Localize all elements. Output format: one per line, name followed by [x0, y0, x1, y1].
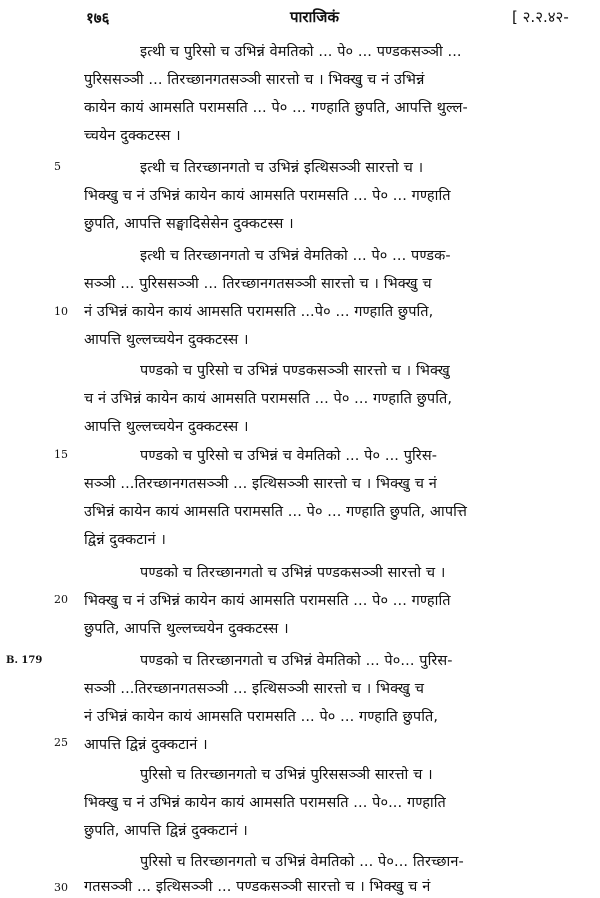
text-line: द्विन्नं दुक्कटानं । — [84, 532, 166, 548]
margin-line-number: 10 — [54, 305, 68, 318]
margin-line-number: 5 — [54, 160, 61, 173]
text-line: पुरिससञ्ञी ... तिरच्छानगतसञ्ञी सारत्तो च । भिक्खु च नं उभिन्नं — [84, 72, 425, 88]
text-line: नं उभिन्नं कायेन कायं आमसति परामसति ... पे० ... गण्हाति छुपति, — [84, 709, 439, 725]
text-line: सञ्ञी ...तिरच्छानगतसञ्ञी ... इत्थिसञ्ञी सारत्तो च । भिक्खु च — [84, 681, 425, 697]
text-line: च नं उभिन्नं कायेन कायं आमसति परामसति ... पे० ... गण्हाति छुपति, — [84, 391, 453, 407]
text-line: आपत्ति थुल्लच्चयेन दुक्कटस्स । — [84, 419, 249, 435]
text-line: उभिन्नं कायेन कायं आमसति परामसति ... पे० ... गण्हाति छुपति, आपत्ति — [84, 504, 468, 520]
text-line: इत्थी च तिरच्छानगतो च उभिन्नं इत्थिसञ्ञी सारत्तो च । — [140, 160, 424, 176]
margin-page-reference: B. 179 — [6, 655, 43, 666]
text-line: सञ्ञी ... पुरिससञ्ञी ... तिरच्छानगतसञ्ञी सारत्तो च । भिक्खु च — [84, 276, 432, 292]
text-line: छुपति, आपत्ति सङ्घादिसेसेन दुक्कटस्स । — [84, 216, 294, 232]
text-line: भिक्खु च नं उभिन्नं कायेन कायं आमसति परामसति ... पे०... गण्हाति — [84, 795, 446, 811]
page-number: १७६ — [86, 9, 110, 27]
text-line: पण्डको च तिरच्छानगतो च उभिन्नं वेमतिको ... पे०... पुरिस- — [140, 653, 453, 669]
text-line: छुपति, आपत्ति थुल्लच्चयेन दुक्कटस्स । — [84, 621, 289, 637]
text-line: गतसञ्ञी ... इत्थिसञ्ञी ... पण्डकसञ्ञी सारत्तो च । भिक्खु च नं — [84, 879, 431, 895]
text-line: पण्डको च तिरच्छानगतो च उभिन्नं पण्डकसञ्ञी सारत्तो च । — [140, 565, 446, 581]
text-line: आपत्ति थुल्लच्चयेन दुक्कटस्स । — [84, 332, 249, 348]
text-line: पुरिसो च तिरच्छानगतो च उभिन्नं वेमतिको ... पे०... तिरच्छान- — [140, 854, 464, 870]
text-line: सञ्ञी ...तिरच्छानगतसञ्ञी ... इत्थिसञ्ञी सारत्तो च । भिक्खु च नं — [84, 476, 437, 492]
margin-line-number: 25 — [54, 736, 68, 749]
margin-line-number: 15 — [54, 448, 68, 461]
text-line: पण्डको च पुरिसो च उभिन्नं च वेमतिको ... पे० ... पुरिस- — [140, 448, 438, 464]
text-line: कायेन कायं आमसति परामसति ... पे० ... गण्हाति छुपति, आपत्ति थुल्ल- — [84, 100, 468, 116]
section-reference: [ २.२.४२- — [512, 8, 569, 26]
text-line: भिक्खु च नं उभिन्नं कायेन कायं आमसति परामसति ... पे० ... गण्हाति — [84, 188, 451, 204]
running-title: पाराजिकं — [290, 8, 339, 26]
text-line: च्चयेन दुक्कटस्स । — [84, 128, 181, 144]
margin-line-number: 20 — [54, 593, 68, 606]
text-line: छुपति, आपत्ति द्विन्नं दुक्कटानं । — [84, 823, 248, 839]
text-line: इत्थी च पुरिसो च उभिन्नं वेमतिको ... पे० ... पण्डकसञ्ञी ... — [140, 44, 462, 60]
margin-line-number: 30 — [54, 881, 68, 894]
text-line: इत्थी च तिरच्छानगतो च उभिन्नं वेमतिको ... पे० ... पण्डक- — [140, 248, 451, 264]
text-line: भिक्खु च नं उभिन्नं कायेन कायं आमसति परामसति ... पे० ... गण्हाति — [84, 593, 451, 609]
text-line: पुरिसो च तिरच्छानगतो च उभिन्नं पुरिससञ्ञी सारत्तो च । — [140, 767, 433, 783]
text-line: पण्डको च पुरिसो च उभिन्नं पण्डकसञ्ञी सारत्तो च । भिक्खु — [140, 363, 450, 379]
page-header — [0, 4, 600, 32]
text-line: आपत्ति द्विन्नं दुक्कटानं । — [84, 737, 208, 753]
text-line: नं उभिन्नं कायेन कायं आमसति परामसति ...पे० ... गण्हाति छुपति, — [84, 304, 434, 320]
